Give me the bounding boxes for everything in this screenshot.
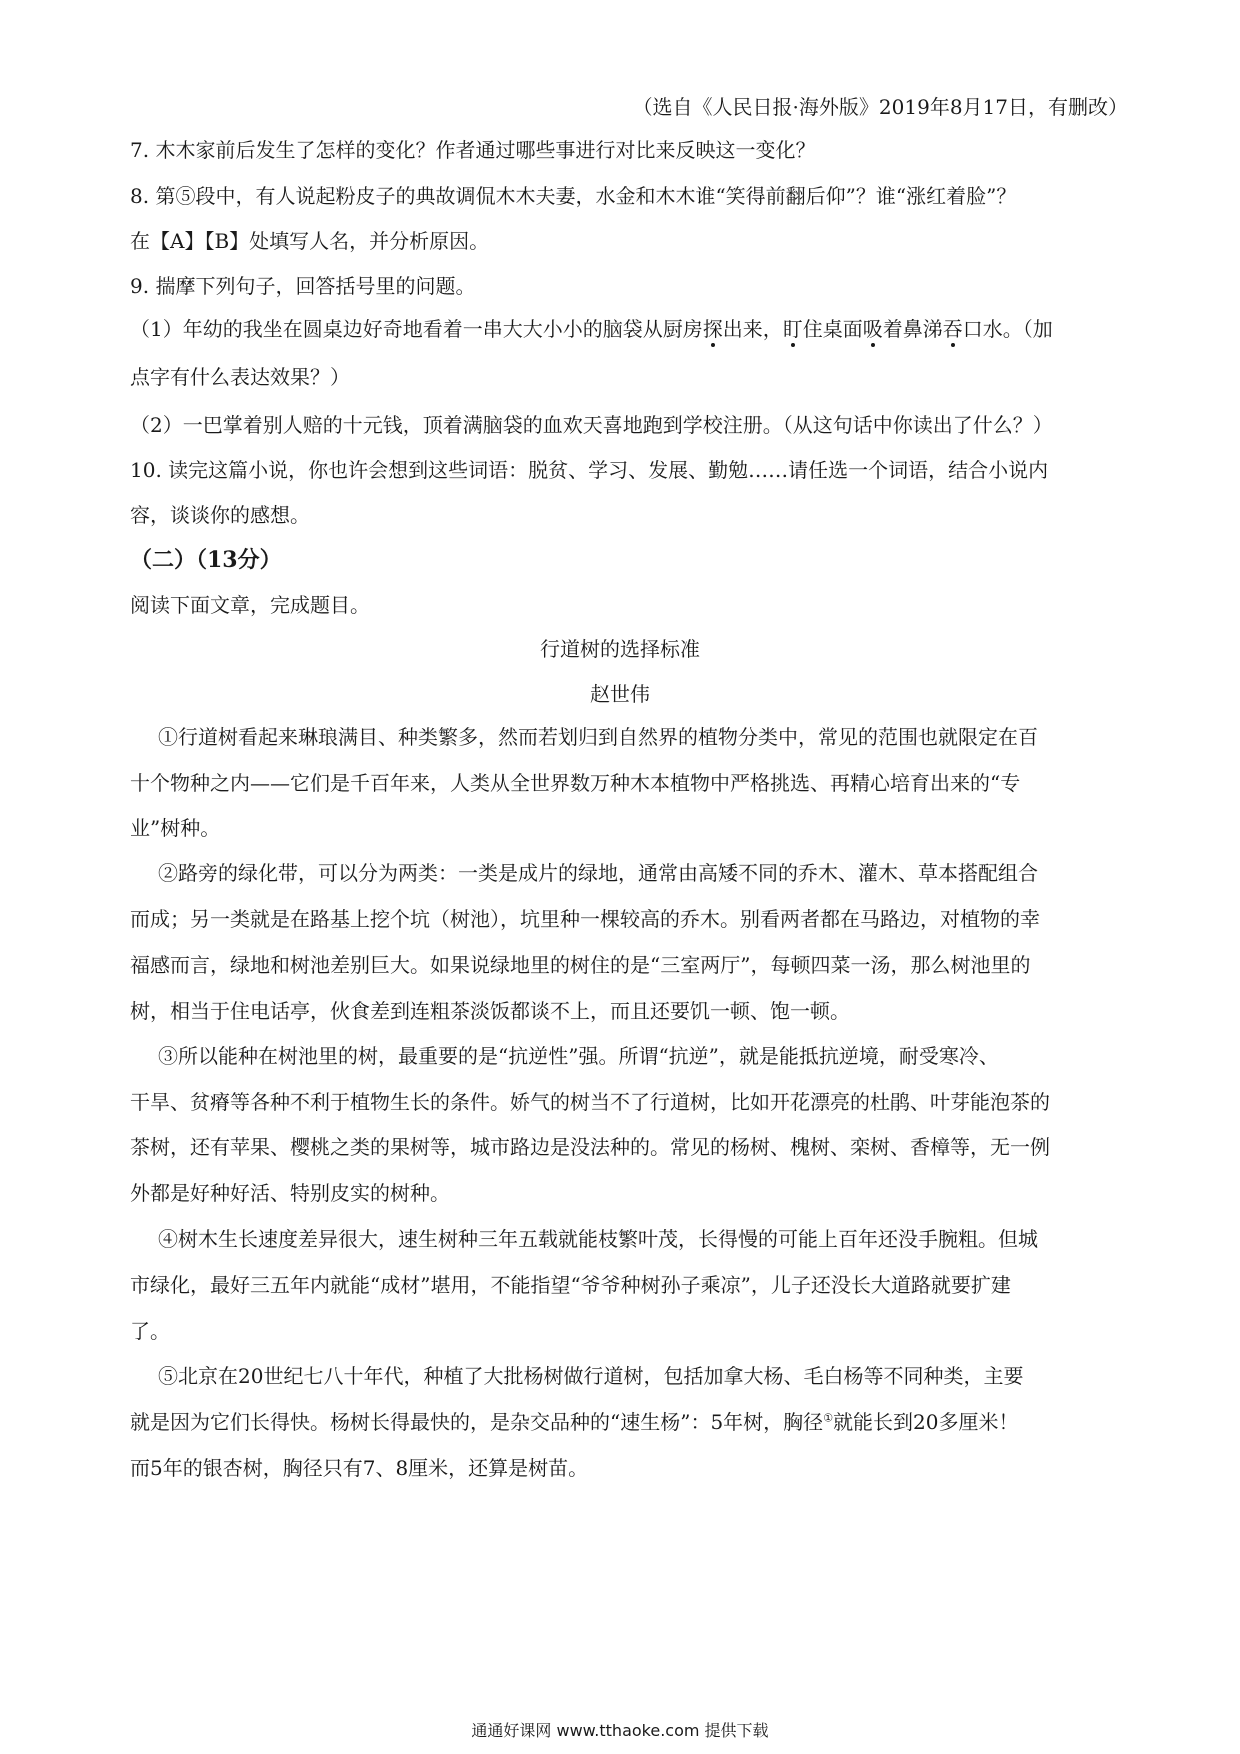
question-9-1-line-1 bbox=[130, 314, 1120, 344]
paragraph-1-line-1: ①行道树看起来琳琅满目、种类繁多，然而若划归到自然界的植物分类中，常见的范围也就限定在百 bbox=[158, 725, 1038, 749]
paragraph-2-line-1: ②路旁的绿化带，可以分为两类：一类是成片的绿地，通常由高矮不同的乔木、灌木、草本搭配组合 bbox=[158, 861, 1038, 885]
question-8-line-1: 8. 第⑤段中，有人说起粉皮子的典故调侃木木夫妻，水金和木木谁“笑得前翻后仰”？谁“涨红着脸”？ bbox=[130, 184, 1017, 208]
paragraph-4-line-3: 了。 bbox=[130, 1319, 170, 1343]
paragraph-2-line-2: 而成；另一类就是在路基上挖个坑（树池），坑里种一棵较高的乔木。别看两者都在马路边，对植物的幸 bbox=[130, 907, 1040, 931]
question-9-1-line-2: 点字有什么表达效果？） bbox=[130, 365, 350, 389]
paragraph-1-line-2: 十个物种之内——它们是千百年来，人类从全世界数万种木本植物中严格挑选、再精心培育出来的“专 bbox=[130, 771, 1021, 795]
p5-line-2-text-b: 就能长到20多厘米！ bbox=[833, 1410, 1019, 1434]
question-10-line-1: 10. 读完这篇小说，你也许会想到这些词语：脱贫、学习、发展、勤勉……请任选一个词语，结合小说内 bbox=[130, 458, 1049, 482]
paragraph-3-line-1: ③所以能种在树池里的树，最重要的是“抗逆性”强。所谓“抗逆”，就是能抵抗逆境，耐受寒冷、 bbox=[158, 1044, 999, 1068]
emphasis-char-tan: 探 bbox=[702, 317, 723, 341]
q9-1-text-d: 着鼻涕 bbox=[882, 317, 943, 341]
question-9: 9. 揣摩下列句子，回答括号里的问题。 bbox=[130, 274, 476, 298]
paragraph-5-line-1: ⑤北京在20世纪七八十年代，种植了大批杨树做行道树，包括加拿大杨、毛白杨等不同种类，主要 bbox=[158, 1364, 1024, 1388]
question-10-line-2: 容，谈谈你的感想。 bbox=[130, 503, 310, 527]
paragraph-5-line-3: 而5年的银杏树，胸径只有7、8厘米，还算是树苗。 bbox=[130, 1456, 589, 1480]
paragraph-1-line-3: 业”树种。 bbox=[130, 816, 221, 840]
emphasis-char-tun: 吞 bbox=[942, 317, 963, 341]
paragraph-4-line-1: ④树木生长速度差异很大，速生树种三年五载就能枝繁叶茂，长得慢的可能上百年还没手腕粗。但城 bbox=[158, 1227, 1038, 1251]
question-9-2: （2）一巴掌着别人赔的十元钱，顶着满脑袋的血欢天喜地跑到学校注册。（从这句话中你读出了什么？） bbox=[130, 413, 1053, 437]
source-citation: （选自《人民日报·海外版》2019年8月17日，有删改） bbox=[632, 95, 1128, 119]
p5-line-2-text-a: 就是因为它们长得快。杨树长得最快的，是杂交品种的“速生杨”：5年树，胸径 bbox=[130, 1410, 824, 1434]
paragraph-3-line-3: 茶树，还有苹果、樱桃之类的果树等，城市路边是没法种的。常见的杨树、槐树、栾树、香樟等，无一例 bbox=[130, 1135, 1050, 1159]
q9-1-text-c: 住桌面 bbox=[802, 317, 863, 341]
question-7: 7. 木木家前后发生了怎样的变化？作者通过哪些事进行对比来反映这一变化？ bbox=[130, 138, 816, 162]
page-footer: 通通好课网 www.tthaoke.com 提供下载 bbox=[471, 1721, 769, 1740]
section-heading: （二）（13分） bbox=[130, 547, 282, 573]
q9-1-text-a: （1）年幼的我坐在圆桌边好奇地看着一串大大小小的脑袋从厨房 bbox=[130, 317, 703, 341]
footnote-marker: ① bbox=[823, 1411, 834, 1425]
q9-1-text-e: 口水。（加 bbox=[962, 317, 1053, 341]
article-author: 赵世伟 bbox=[590, 682, 650, 706]
question-8-line-2: 在【A】【B】处填写人名，并分析原因。 bbox=[130, 229, 490, 253]
paragraph-2-line-3: 福感而言，绿地和树池差别巨大。如果说绿地里的树住的是“三室两厅”，每顿四菜一汤，那么树池里的 bbox=[130, 953, 1031, 977]
emphasis-char-xi: 吸 bbox=[862, 317, 883, 341]
paragraph-5-line-2 bbox=[130, 1407, 1120, 1437]
paragraph-3-line-4: 外都是好种好活、特别皮实的树种。 bbox=[130, 1181, 450, 1205]
paragraph-3-line-2: 干旱、贫瘠等各种不利于植物生长的条件。娇气的树当不了行道树，比如开花漂亮的杜鹃、叶芽能泡茶的 bbox=[130, 1090, 1050, 1114]
paragraph-2-line-4: 树，相当于住电话亭，伙食差到连粗茶淡饭都谈不上，而且还要饥一顿、饱一顿。 bbox=[130, 999, 850, 1023]
paragraph-4-line-2: 市绿化，最好三五年内就能“成材”堪用，不能指望“爷爷种树孙子乘凉”，儿子还没长大道路就要扩建 bbox=[130, 1273, 1011, 1297]
article-title: 行道树的选择标准 bbox=[540, 637, 700, 661]
emphasis-char-ding: 盯 bbox=[782, 317, 803, 341]
reading-instruction: 阅读下面文章，完成题目。 bbox=[130, 593, 370, 617]
q9-1-text-b: 出来， bbox=[722, 317, 783, 341]
